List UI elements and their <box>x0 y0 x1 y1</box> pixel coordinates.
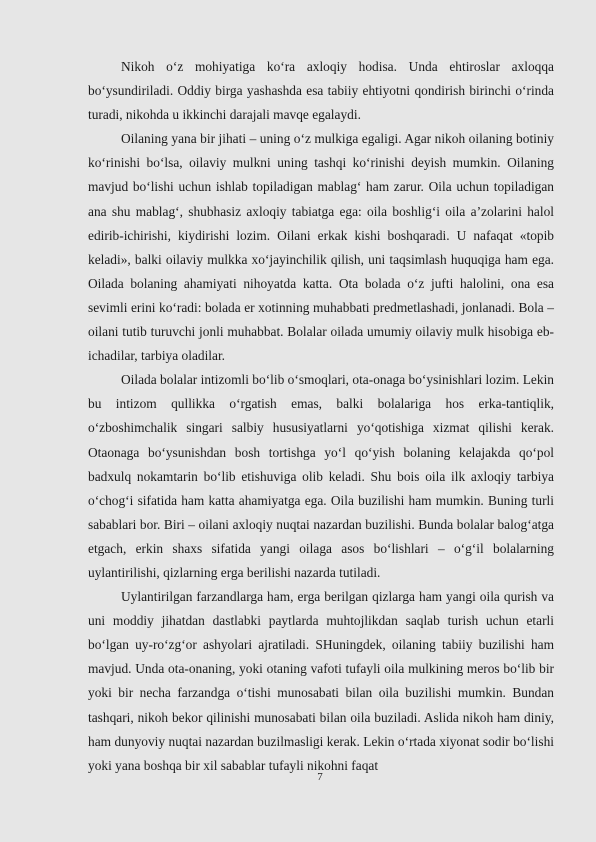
paragraph-1: Nikoh o‘z mohiyatiga ko‘ra axloqiy hodisa. Unda ehtiroslar axloqqa bo‘ysundiriladi. Oddiy birga yashashda esa tabiiy ehtiyotni qondirish birinchi o‘rinda turadi, nikohda u ikkinchi darajali mavqe egalaydi. <box>88 59 554 123</box>
paragraph-2: Oilaning yana bir jihati – uning o‘z mulkiga egaligi. Agar nikoh oilaning botiniy ko‘rinishi bo‘lsa, oilaviy mulkni uning tashqi ko‘rinishi deyish mumkin. Oilaning mavjud bo‘lishi uchun ishlab topiladigan mablag‘ ham zarur. Oila uchun topiladigan ana shu mablag‘, shubhasiz axloqiy tabiatga ega: oila boshlig‘i oila a’zolarini halol edirib-ichirishi, kiydirishi lozim. Oilani erkak kishi boshqaradi. U nafaqat «topib keladi», balki oilaviy mulkka xo‘jayinchilik qilish, uni taqsimlash huquqiga ham ega. Oilada bolaning ahamiyati nihoyatda katta. Ota bolada o‘z jufti halolini, ona esa sevimli erini ko‘radi: bolada er xotinning muhabbati predmetlashadi, jonlanadi. Bola – oilani tutib turuvchi jonli muhabbat. Bolalar oilada umumiy oilaviy mulk hisobiga eb-ichadilar, tarbiya oladilar. <box>88 131 554 364</box>
body-text <box>88 55 554 778</box>
paragraph-4: Uylantirilgan farzandlarga ham, erga berilgan qizlarga ham yangi oila qurish va uni moddiy jihatdan dastlabki paytlarda muhtojlikdan saqlab turish uchun etarli bo‘lgan uy-ro‘zg‘or ashyolari ajratiladi. SHuningdek, oilaning tabiiy buzilishi ham mavjud. Unda ota-onaning, yoki otaning vafoti tufayli oila mulkining meros bo‘lib bir yoki bir necha farzandga o‘tishi munosabati bilan oila buzilishi mumkin. Bundan tashqari, nikoh bekor qilinishi munosabati bilan oila buziladi. Aslida nikoh ham diniy, ham dunyoviy nuqtai nazardan buzilmasligi kerak. Lekin o‘rtada xiyonat sodir bo‘lishi yoki yana boshqa bir xil sabablar tufayli nikohni faqat <box>88 589 554 773</box>
page-number: 7 <box>317 771 323 783</box>
paragraph-3: Oilada bolalar intizomli bo‘lib o‘smoqlari, ota-onaga bo‘ysinishlari lozim. Lekin bu intizom qullikka o‘rgatish emas, balki bolalariga hos erka-tantiqlik, o‘zboshimchalik singari salbiy hususiyatlarni yo‘qotishiga xizmat qilishi kerak. Otaonaga bo‘ysunishdan bosh tortishga yo‘l qo‘yish bolaning kelajakda qo‘pol badxulq nokamtarin bo‘lib etishuviga olib keladi. Shu bois oila ilk axloqiy tarbiya o‘chog‘i sifatida ham katta ahamiyatga ega. Oila buzilishi ham mumkin. Buning turli sabablari bor. Biri – oilani axloqiy nuqtai nazardan buzilishi. Bunda bolalar balog‘atga etgach, erkin shaxs sifatida yangi oilaga asos bo‘lishlari – o‘g‘il bolalarning uylantirilishi, qizlarning erga berilishi nazarda tutiladi. <box>88 372 554 580</box>
